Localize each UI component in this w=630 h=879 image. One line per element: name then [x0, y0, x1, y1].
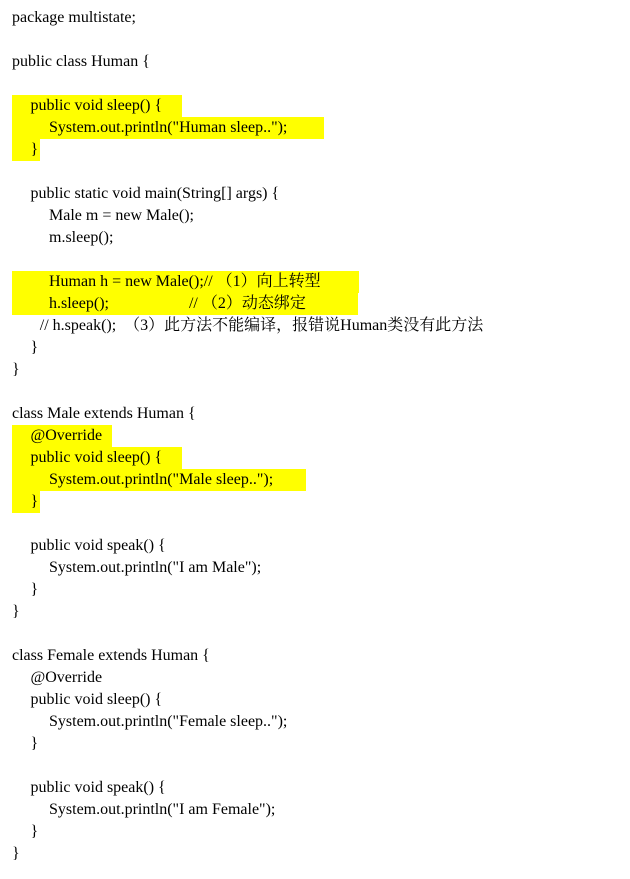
code-line: } [30, 823, 39, 840]
code-line: public static void main(String[] args) { [30, 185, 280, 202]
code-line: } [12, 603, 20, 620]
code-line: h.sleep(); // （2）动态绑定 [49, 295, 306, 312]
code-line: } [30, 735, 39, 752]
code-line: } [12, 361, 20, 378]
code-line: class Male extends Human { [12, 405, 196, 422]
code-line: @Override [30, 669, 103, 686]
code-line: System.out.println("Male sleep.."); [49, 471, 274, 488]
code-line: public void speak() { [30, 537, 166, 554]
code-line: System.out.println("Female sleep.."); [49, 713, 288, 730]
code-line: Human h = new Male();// （1）向上转型 [49, 273, 321, 290]
code-line: @Override [30, 427, 103, 444]
code-line: package multistate; [12, 9, 136, 26]
code-line: class Female extends Human { [12, 647, 210, 664]
code-line: public void speak() { [30, 779, 166, 796]
code-line: } [30, 493, 39, 510]
code-line: public void sleep() { [30, 691, 163, 708]
code-line: public void sleep() { [30, 97, 163, 114]
code-line: // h.speak(); （3）此方法不能编译，报错说Human类没有此方法 [39, 317, 484, 334]
code-line: } [30, 581, 39, 598]
code-line: System.out.println("I am Male"); [49, 559, 262, 576]
code-line: } [12, 845, 20, 862]
code-line: } [30, 141, 39, 158]
code-line: } [30, 339, 39, 356]
code-line: Male m = new Male(); [49, 207, 194, 224]
code-line: m.sleep(); [49, 229, 114, 246]
code-line: public class Human { [12, 53, 150, 70]
code-line: System.out.println("I am Female"); [49, 801, 276, 818]
code-line: System.out.println("Human sleep.."); [49, 119, 288, 136]
code-line: public void sleep() { [30, 449, 163, 466]
